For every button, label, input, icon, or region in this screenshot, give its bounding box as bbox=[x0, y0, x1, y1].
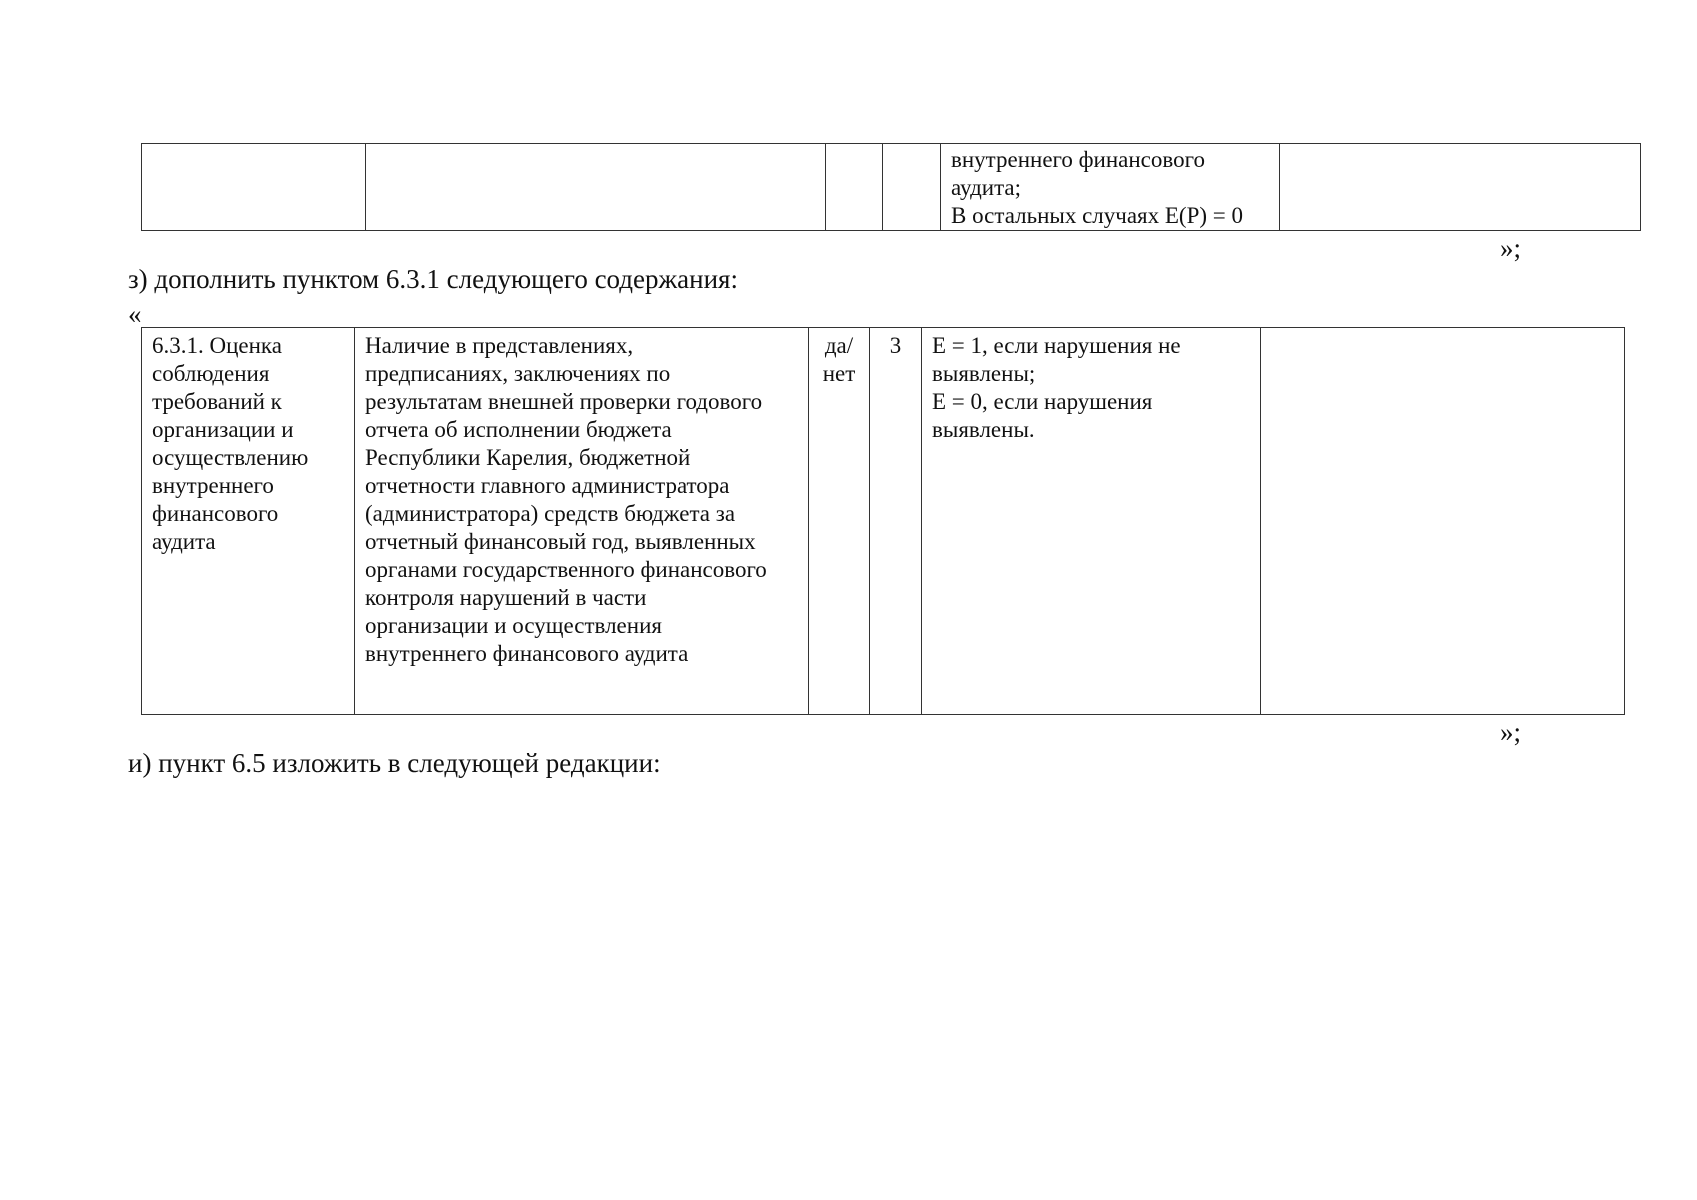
unit-cell: да/ нет bbox=[809, 328, 870, 715]
table-row bbox=[142, 328, 1625, 715]
table-cell bbox=[826, 144, 883, 231]
formula-cell: Е = 1, если нарушения не выявлены; Е = 0, если нарушения выявлены. bbox=[922, 328, 1261, 715]
weight-cell: 3 bbox=[870, 328, 922, 715]
paragraph-z: з) дополнить пунктом 6.3.1 следующего содержания: bbox=[128, 264, 738, 294]
note-cell bbox=[1261, 328, 1625, 715]
closing-quote: »; bbox=[1500, 717, 1522, 747]
table-cell bbox=[142, 144, 366, 231]
continued-criteria-table bbox=[141, 143, 1641, 231]
opening-quote: « bbox=[128, 299, 142, 329]
table-cell bbox=[883, 144, 941, 231]
table-cell bbox=[366, 144, 826, 231]
paragraph-i: и) пункт 6.5 изложить в следующей редакции: bbox=[128, 748, 661, 778]
closing-quote: »; bbox=[1500, 233, 1522, 263]
formula-cell: внутреннего финансового аудита; В остальных случаях Е(Р) = 0 bbox=[941, 144, 1280, 231]
indicator-name-cell: 6.3.1. Оценка соблюдения требований к организации и осуществлению внутреннего финансового аудита bbox=[142, 328, 355, 715]
indicator-description-cell: Наличие в представлениях, предписаниях, заключениях по результатам внешней проверки годового отчета об исполнении бюджета Республики Карелия, бюджетной отчетности главного администратора (администратора) средств бюджета за отчетный финансовый год, выявленных органами государственного финансового контроля нарушений в части организации и осуществления внутреннего финансового аудита bbox=[355, 328, 809, 715]
table-cell bbox=[1280, 144, 1641, 231]
table-row bbox=[142, 144, 1641, 231]
criteria-table-6-3-1 bbox=[141, 327, 1625, 715]
